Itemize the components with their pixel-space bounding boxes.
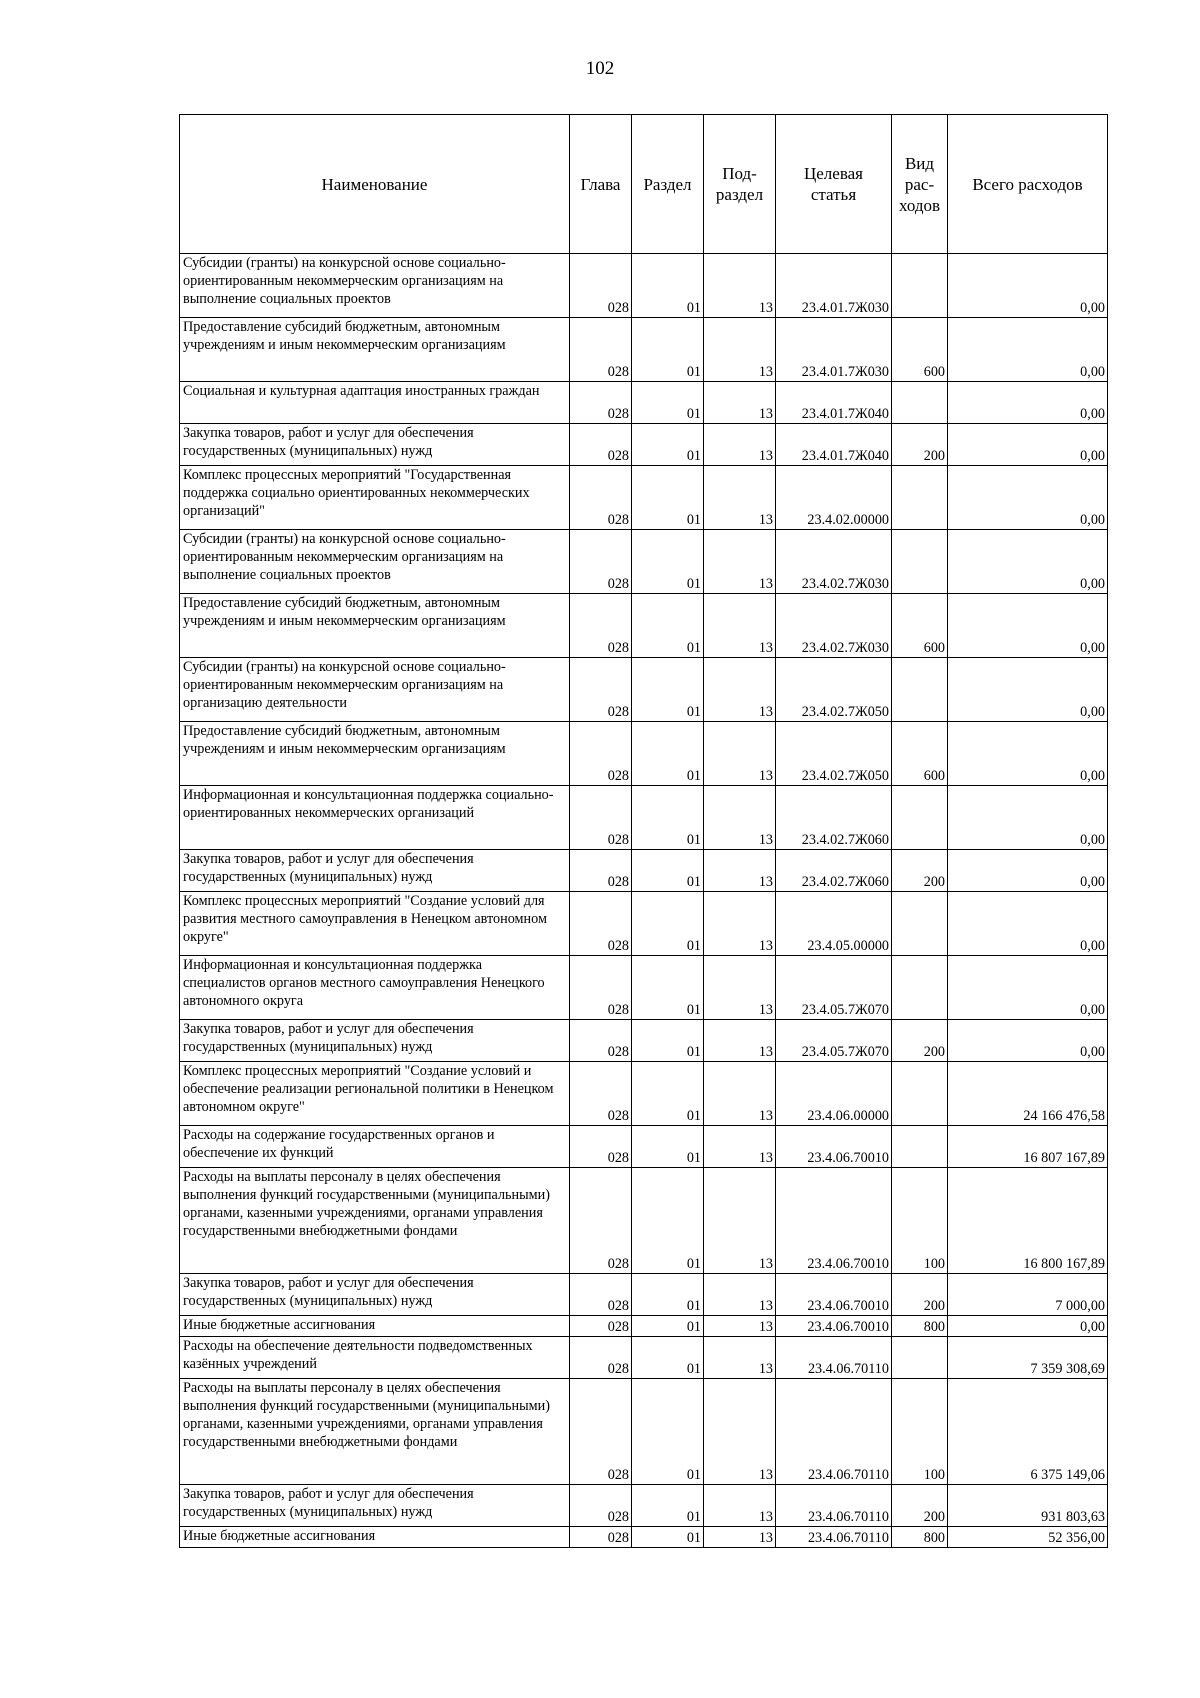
table-body [180, 254, 1108, 1548]
cell-target: 23.4.06.70010 [776, 1316, 892, 1337]
cell-exptype: 200 [892, 424, 948, 466]
cell-target: 23.4.01.7Ж040 [776, 382, 892, 424]
cell-subsection: 13 [704, 1337, 776, 1379]
header-name: Наименование [180, 115, 570, 254]
cell-target: 23.4.02.7Ж030 [776, 594, 892, 658]
cell-total: 0,00 [948, 382, 1108, 424]
cell-subsection: 13 [704, 424, 776, 466]
cell-name: Комплекс процессных мероприятий "Государственная поддержка социально ориентированных некоммерческих организаций" [180, 466, 570, 530]
cell-chapter: 028 [570, 1062, 632, 1126]
cell-target: 23.4.06.00000 [776, 1062, 892, 1126]
cell-exptype: 600 [892, 318, 948, 382]
cell-chapter: 028 [570, 318, 632, 382]
table-row [180, 1126, 1108, 1168]
cell-exptype [892, 658, 948, 722]
cell-chapter: 028 [570, 722, 632, 786]
cell-section: 01 [632, 722, 704, 786]
cell-section: 01 [632, 1020, 704, 1062]
cell-name: Комплекс процессных мероприятий "Создание условий для развития местного самоуправления в Ненецком автономном округе" [180, 892, 570, 956]
cell-total: 0,00 [948, 424, 1108, 466]
cell-total: 0,00 [948, 254, 1108, 318]
cell-target: 23.4.01.7Ж040 [776, 424, 892, 466]
cell-total: 0,00 [948, 466, 1108, 530]
cell-target: 23.4.02.7Ж050 [776, 722, 892, 786]
cell-total: 7 000,00 [948, 1274, 1108, 1316]
cell-section: 01 [632, 466, 704, 530]
cell-exptype: 200 [892, 1020, 948, 1062]
table-row [180, 466, 1108, 530]
cell-chapter: 028 [570, 594, 632, 658]
cell-section: 01 [632, 1168, 704, 1274]
table-row [180, 722, 1108, 786]
cell-exptype [892, 530, 948, 594]
cell-total: 0,00 [948, 892, 1108, 956]
cell-chapter: 028 [570, 254, 632, 318]
cell-subsection: 13 [704, 382, 776, 424]
table-row [180, 254, 1108, 318]
cell-total: 6 375 149,06 [948, 1379, 1108, 1485]
cell-subsection: 13 [704, 956, 776, 1020]
cell-chapter: 028 [570, 850, 632, 892]
table-row [180, 956, 1108, 1020]
cell-total: 0,00 [948, 1020, 1108, 1062]
cell-chapter: 028 [570, 1527, 632, 1548]
cell-chapter: 028 [570, 892, 632, 956]
cell-exptype: 200 [892, 1274, 948, 1316]
cell-name: Закупка товаров, работ и услуг для обеспечения государственных (муниципальных) нужд [180, 424, 570, 466]
cell-name: Субсидии (гранты) на конкурсной основе социально-ориентированным некоммерческим организациям на выполнение социальных проектов [180, 254, 570, 318]
cell-exptype: 200 [892, 1485, 948, 1527]
cell-chapter: 028 [570, 658, 632, 722]
cell-subsection: 13 [704, 722, 776, 786]
cell-chapter: 028 [570, 1274, 632, 1316]
cell-name: Закупка товаров, работ и услуг для обеспечения государственных (муниципальных) нужд [180, 1274, 570, 1316]
cell-section: 01 [632, 1485, 704, 1527]
cell-section: 01 [632, 1062, 704, 1126]
table-row [180, 1337, 1108, 1379]
cell-target: 23.4.05.7Ж070 [776, 956, 892, 1020]
cell-subsection: 13 [704, 892, 776, 956]
table-row [180, 424, 1108, 466]
cell-total: 0,00 [948, 722, 1108, 786]
cell-section: 01 [632, 658, 704, 722]
cell-exptype [892, 466, 948, 530]
cell-section: 01 [632, 956, 704, 1020]
cell-chapter: 028 [570, 382, 632, 424]
cell-exptype: 800 [892, 1527, 948, 1548]
cell-subsection: 13 [704, 850, 776, 892]
cell-target: 23.4.01.7Ж030 [776, 318, 892, 382]
header-section: Раздел [632, 115, 704, 254]
cell-name: Расходы на содержание государственных органов и обеспечение их функций [180, 1126, 570, 1168]
cell-target: 23.4.06.70110 [776, 1527, 892, 1548]
table-row [180, 594, 1108, 658]
cell-exptype [892, 1337, 948, 1379]
table-row [180, 1527, 1108, 1548]
table-row [180, 658, 1108, 722]
cell-target: 23.4.06.70010 [776, 1168, 892, 1274]
cell-chapter: 028 [570, 1168, 632, 1274]
cell-section: 01 [632, 594, 704, 658]
cell-chapter: 028 [570, 1316, 632, 1337]
cell-target: 23.4.06.70110 [776, 1379, 892, 1485]
cell-name: Предоставление субсидий бюджетным, автономным учреждениям и иным некоммерческим организациям [180, 594, 570, 658]
table-row [180, 1379, 1108, 1485]
cell-section: 01 [632, 1379, 704, 1485]
cell-name: Закупка товаров, работ и услуг для обеспечения государственных (муниципальных) нужд [180, 850, 570, 892]
cell-total: 16 807 167,89 [948, 1126, 1108, 1168]
cell-exptype: 100 [892, 1168, 948, 1274]
cell-total: 0,00 [948, 530, 1108, 594]
cell-subsection: 13 [704, 1126, 776, 1168]
table-row [180, 892, 1108, 956]
header-target: Целевая статья [776, 115, 892, 254]
cell-name: Расходы на обеспечение деятельности подведомственных казённых учреждений [180, 1337, 570, 1379]
cell-total: 16 800 167,89 [948, 1168, 1108, 1274]
cell-name: Предоставление субсидий бюджетным, автономным учреждениям и иным некоммерческим организациям [180, 318, 570, 382]
cell-section: 01 [632, 786, 704, 850]
cell-exptype: 600 [892, 722, 948, 786]
cell-name: Субсидии (гранты) на конкурсной основе социально-ориентированным некоммерческим организациям на организацию деятельности [180, 658, 570, 722]
table-row [180, 1485, 1108, 1527]
cell-chapter: 028 [570, 1379, 632, 1485]
cell-target: 23.4.02.7Ж030 [776, 530, 892, 594]
cell-section: 01 [632, 1274, 704, 1316]
cell-chapter: 028 [570, 1485, 632, 1527]
table-row [180, 382, 1108, 424]
cell-chapter: 028 [570, 956, 632, 1020]
table-row [180, 786, 1108, 850]
table-row [180, 1168, 1108, 1274]
cell-exptype [892, 786, 948, 850]
cell-target: 23.4.06.70110 [776, 1485, 892, 1527]
cell-total: 24 166 476,58 [948, 1062, 1108, 1126]
table-row [180, 1316, 1108, 1337]
cell-subsection: 13 [704, 594, 776, 658]
cell-name: Информационная и консультационная поддержка социально-ориентированных некоммерческих организаций [180, 786, 570, 850]
cell-subsection: 13 [704, 1274, 776, 1316]
table-row [180, 1274, 1108, 1316]
cell-total: 52 356,00 [948, 1527, 1108, 1548]
cell-subsection: 13 [704, 318, 776, 382]
table-header-row [180, 115, 1108, 254]
cell-name: Комплекс процессных мероприятий "Создание условий и обеспечение реализации региональной политики в Ненецком автономном округе" [180, 1062, 570, 1126]
cell-total: 0,00 [948, 658, 1108, 722]
cell-target: 23.4.06.70010 [776, 1274, 892, 1316]
cell-subsection: 13 [704, 254, 776, 318]
cell-chapter: 028 [570, 466, 632, 530]
table-row [180, 318, 1108, 382]
table-row [180, 1020, 1108, 1062]
cell-name: Расходы на выплаты персоналу в целях обеспечения выполнения функций государственными (муниципальными) органами, казенными учреждениями, органами управления государственными внебюджетными фондами [180, 1379, 570, 1485]
cell-target: 23.4.05.00000 [776, 892, 892, 956]
page-number: 102 [585, 58, 615, 79]
cell-subsection: 13 [704, 1020, 776, 1062]
cell-target: 23.4.01.7Ж030 [776, 254, 892, 318]
cell-target: 23.4.06.70110 [776, 1337, 892, 1379]
cell-chapter: 028 [570, 1337, 632, 1379]
cell-section: 01 [632, 1527, 704, 1548]
cell-exptype [892, 956, 948, 1020]
cell-exptype: 600 [892, 594, 948, 658]
cell-section: 01 [632, 318, 704, 382]
cell-total: 0,00 [948, 594, 1108, 658]
cell-total: 0,00 [948, 786, 1108, 850]
cell-exptype: 100 [892, 1379, 948, 1485]
cell-target: 23.4.05.7Ж070 [776, 1020, 892, 1062]
cell-section: 01 [632, 892, 704, 956]
table-row [180, 850, 1108, 892]
cell-section: 01 [632, 850, 704, 892]
table-row [180, 1062, 1108, 1126]
cell-chapter: 028 [570, 1020, 632, 1062]
budget-table [179, 114, 1108, 1548]
cell-subsection: 13 [704, 1485, 776, 1527]
cell-exptype [892, 1062, 948, 1126]
cell-name: Закупка товаров, работ и услуг для обеспечения государственных (муниципальных) нужд [180, 1020, 570, 1062]
cell-chapter: 028 [570, 786, 632, 850]
cell-total: 0,00 [948, 956, 1108, 1020]
header-exptype: Вид рас- ходов [892, 115, 948, 254]
cell-target: 23.4.02.7Ж050 [776, 658, 892, 722]
cell-section: 01 [632, 1337, 704, 1379]
cell-total: 7 359 308,69 [948, 1337, 1108, 1379]
cell-target: 23.4.06.70010 [776, 1126, 892, 1168]
cell-name: Иные бюджетные ассигнования [180, 1527, 570, 1548]
cell-subsection: 13 [704, 530, 776, 594]
cell-name: Информационная и консультационная поддержка специалистов органов местного самоуправления Ненецкого автономного округа [180, 956, 570, 1020]
cell-total: 0,00 [948, 1316, 1108, 1337]
cell-subsection: 13 [704, 1316, 776, 1337]
cell-exptype [892, 892, 948, 956]
cell-name: Субсидии (гранты) на конкурсной основе социально-ориентированным некоммерческим организациям на выполнение социальных проектов [180, 530, 570, 594]
cell-subsection: 13 [704, 1527, 776, 1548]
cell-total: 0,00 [948, 318, 1108, 382]
cell-name: Расходы на выплаты персоналу в целях обеспечения выполнения функций государственными (муниципальными) органами, казенными учреждениями, органами управления государственными внебюджетными фондами [180, 1168, 570, 1274]
cell-name: Закупка товаров, работ и услуг для обеспечения государственных (муниципальных) нужд [180, 1485, 570, 1527]
cell-target: 23.4.02.7Ж060 [776, 786, 892, 850]
cell-target: 23.4.02.00000 [776, 466, 892, 530]
cell-name: Предоставление субсидий бюджетным, автономным учреждениям и иным некоммерческим организациям [180, 722, 570, 786]
cell-section: 01 [632, 382, 704, 424]
cell-total: 931 803,63 [948, 1485, 1108, 1527]
cell-exptype: 800 [892, 1316, 948, 1337]
cell-section: 01 [632, 424, 704, 466]
cell-name: Иные бюджетные ассигнования [180, 1316, 570, 1337]
cell-chapter: 028 [570, 424, 632, 466]
cell-subsection: 13 [704, 1379, 776, 1485]
cell-section: 01 [632, 530, 704, 594]
table-row [180, 530, 1108, 594]
cell-subsection: 13 [704, 1062, 776, 1126]
cell-exptype: 200 [892, 850, 948, 892]
cell-subsection: 13 [704, 658, 776, 722]
cell-section: 01 [632, 1126, 704, 1168]
header-chapter: Глава [570, 115, 632, 254]
cell-exptype [892, 254, 948, 318]
cell-total: 0,00 [948, 850, 1108, 892]
header-total: Всего расходов [948, 115, 1108, 254]
cell-name: Социальная и культурная адаптация иностранных граждан [180, 382, 570, 424]
cell-chapter: 028 [570, 1126, 632, 1168]
cell-exptype [892, 1126, 948, 1168]
header-subsection: Под- раздел [704, 115, 776, 254]
cell-section: 01 [632, 254, 704, 318]
cell-subsection: 13 [704, 466, 776, 530]
cell-subsection: 13 [704, 1168, 776, 1274]
cell-chapter: 028 [570, 530, 632, 594]
cell-exptype [892, 382, 948, 424]
cell-target: 23.4.02.7Ж060 [776, 850, 892, 892]
cell-subsection: 13 [704, 786, 776, 850]
cell-section: 01 [632, 1316, 704, 1337]
